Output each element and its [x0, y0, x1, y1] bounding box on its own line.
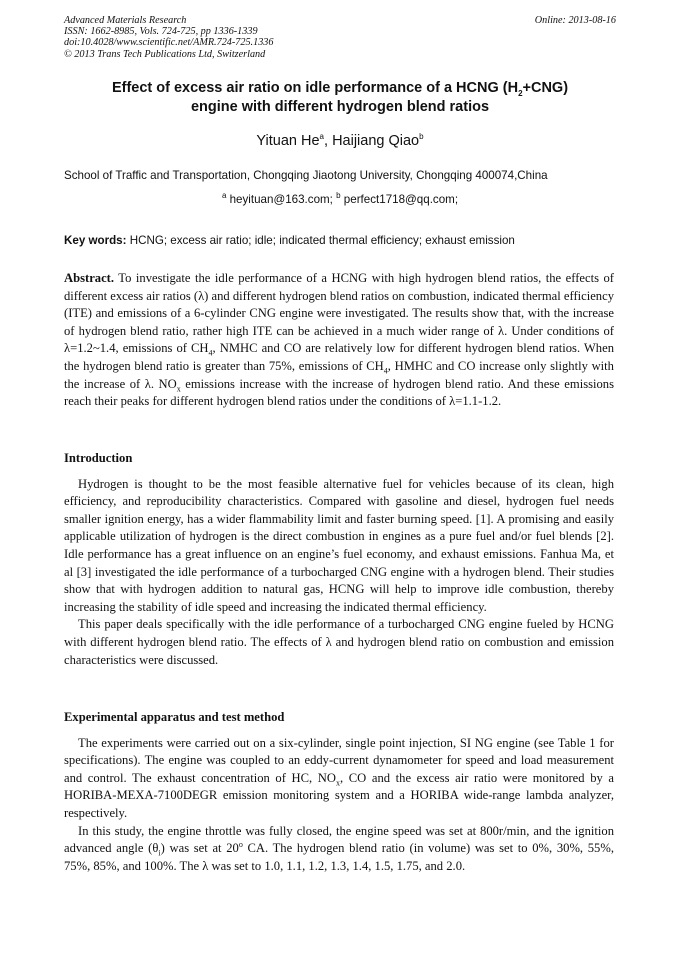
introduction-section: [64, 450, 614, 669]
keywords-text: HCNG; excess air ratio; idle; indicated thermal efficiency; exhaust emission: [126, 234, 515, 247]
title-part-2: +CNG): [522, 80, 569, 96]
journal-name: Advanced Materials Research: [64, 15, 187, 26]
experimental-paragraph-1: The experiments were carried out on a six-cylinder, single point injection, SI NG engine (see Table 1 for specifications). The engine was coupled to an eddy-current dynamometer for speed and load measurement and control. The exhaust concentration of HC, $NO_x$, CO and the excess air ratio were monitored by a HORIBA-MEXA-7100DEGR emission monitoring system and a HORIBA wide-range lambda analyzer, respectively.: [64, 735, 614, 820]
author-2-mark: b: [419, 132, 424, 142]
keywords-label: Key words:: [64, 234, 127, 247]
copyright-line: © 2013 Trans Tech Publications Ltd, Switzerland: [64, 48, 266, 60]
online-date: Online: 2013-08-16: [534, 15, 616, 26]
experimental-heading: Experimental apparatus and test method: [64, 710, 285, 724]
introduction-heading: Introduction: [64, 451, 133, 465]
experimental-paragraph-2: In this study, the engine throttle was fully closed, the engine speed was set at 800r/min, and the ignition advanced angle $(\theta_i)$ was set at 20$^o$ CA. The hydrogen blend ratio (in volume) was set to 0%, 30%, 55%, 75%, 85%, and 100%. The λ was set to 1.0, 1.1, 1.2, 1.3, 1.4, 1.5, 1.75, and 2.0.: [64, 823, 614, 873]
issn-line: ISSN: 1662-8985, Vols. 724-725, pp 1336-1339: [64, 26, 258, 38]
author-list: Yituan He$^a$, Haijiang Qiao$^b$: [256, 132, 424, 149]
introduction-paragraph-1: Hydrogen is thought to be the most feasible alternative fuel for vehicles because of its clean, high efficiency, and reproducibility characteristics. Compared with gasoline and diesel, hydrogen fuel needs smaller ignition energy, has a wider flammability limit and faster burning speed. [1]. A promising and easily applicable utilization of hydrogen is the direct combustion in engines as a pure fuel and/or fuel blends [2]. Idle performance has a great influence on an engine’s fuel economy, and exhaust emissions. Fanhua Ma, et al [3] investigated the idle performance of a turbocharged CNG engine with a hydrogen blend. Their studies show that with hydrogen addition to natural gas, HCNG will help to improve idle combustion, thereby increasing the stability of idle speed and increasing the indicated thermal efficiency.: [64, 476, 614, 614]
author-1: Yituan He: [256, 133, 320, 149]
abstract: Abstract. To investigate the idle performance of a HCNG with high hydrogen blend ratios, the effects of different excess air ratios (λ) and different hydrogen blend ratios on combustion, indicated thermal efficiency (ITE) and emissions of a 6-cylinder CNG engine were investigated. The results show that, with the increase of hydrogen blend ratio, rather high ITE can be achieved in a much wider range of λ. Under conditions of λ=1.2~1.4, emissions of $CH_4$, NMHC and CO are relatively low for different hydrogen blend ratios. When the hydrogen blend ratio is greater than 75%, emissions of $CH_4$, HMHC and CO increase only slightly with the increase of λ. $NO_x$ emissions increase with the increase of hydrogen blend ratio. And these emissions reach their peaks for different hydrogen blend ratios under the conditions of λ=1.1-1.2.: [64, 271, 614, 409]
abstract-label: Abstract.: [64, 271, 115, 285]
author-2: Haijiang Qiao: [332, 133, 420, 149]
title-part-1: Effect of excess air ratio on idle performance of a HCNG (H: [111, 80, 519, 96]
title-subscript: 2: [518, 88, 523, 98]
email-b[interactable]: perfect1718@qq.com;: [340, 193, 459, 206]
keywords: [64, 234, 616, 247]
author-1-mark: a: [319, 132, 324, 142]
doi-line[interactable]: doi:10.4028/www.scientific.net/AMR.724-725.1336: [64, 37, 274, 49]
email-a[interactable]: heyituan@163.com;: [226, 193, 337, 206]
experimental-section: [64, 709, 614, 875]
introduction-paragraph-2: This paper deals specifically with the idle performance of a turbocharged CNG engine fueled by HCNG with different hydrogen blend ratio. The effects of λ and hydrogen blend ratio on combustion and emission characteristics were discussed.: [64, 617, 614, 667]
journal-header: [64, 15, 616, 60]
title-line-2: engine with different hydrogen blend ratios: [190, 99, 490, 115]
author-emails: $^a$ heyituan@163.com; $^b$ perfect1718@qq.com;: [221, 191, 459, 206]
affiliation: School of Traffic and Transportation, Chongqing Jiaotong University, Chongqing 400074,China: [64, 169, 548, 182]
paper-title: [64, 79, 616, 117]
